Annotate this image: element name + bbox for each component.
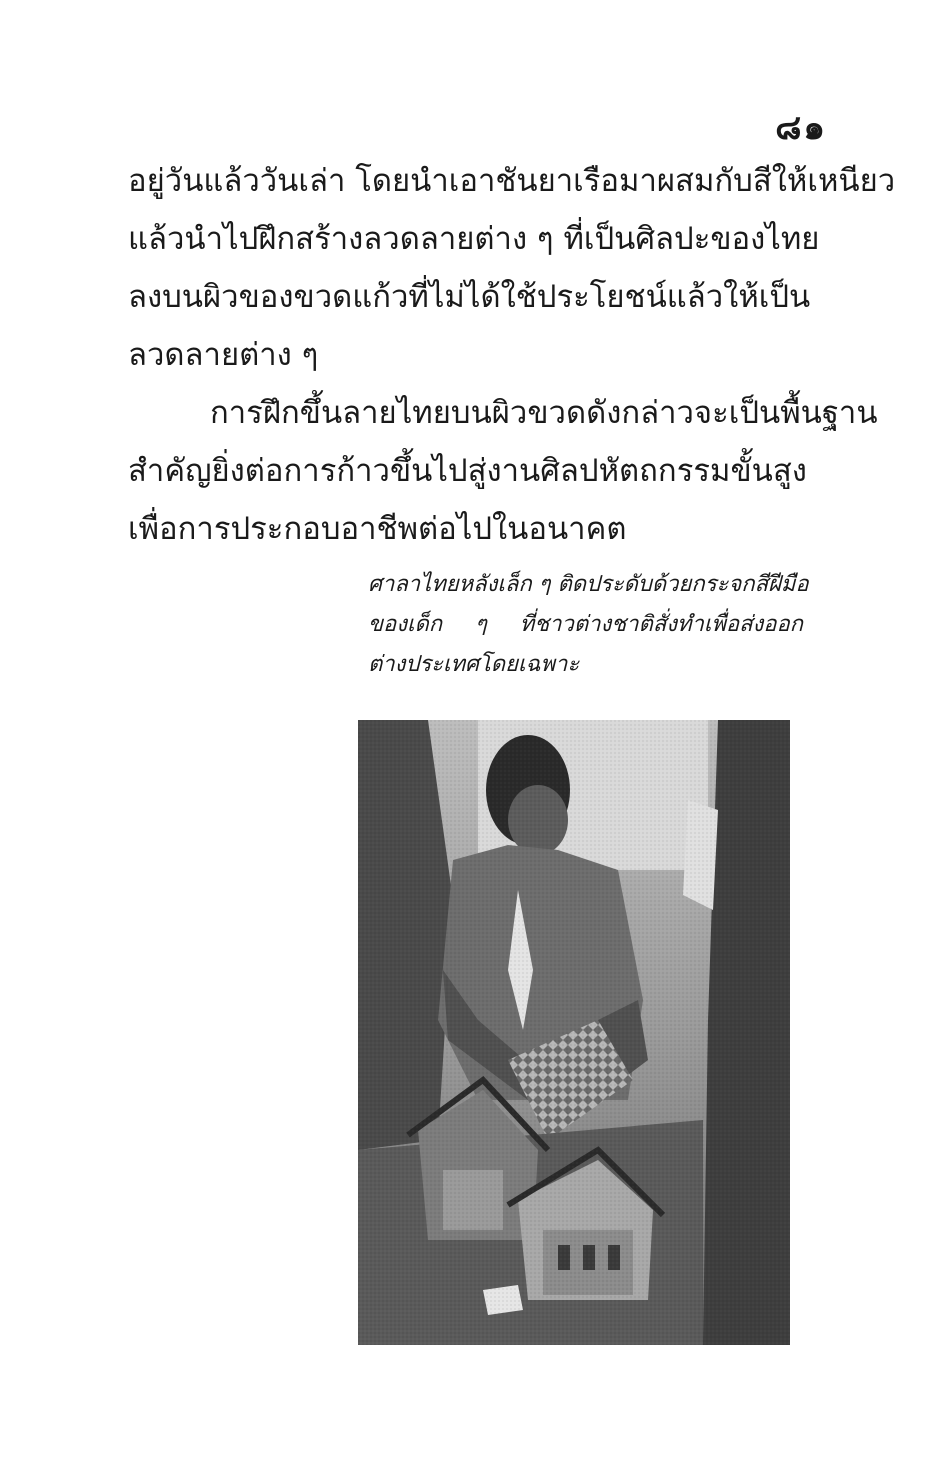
body-text — [128, 152, 896, 558]
caption-line: ต่างประเทศโดยเฉพาะ — [368, 652, 580, 677]
body-line: เพื่อการประกอบอาชีพต่อไปในอนาคต — [128, 511, 627, 547]
body-line: ลงบนผิวของขวดแก้วที่ไม่ได้ใช้ประโยชน์แล้วให้เป็น — [128, 279, 811, 315]
photo-boy-with-thai-pavilion — [358, 720, 790, 1345]
body-line: การฝึกขึ้นลายไทยบนผิวขวดดังกล่าวจะเป็นพื้นฐาน — [210, 395, 878, 431]
body-line: แล้วนำไปฝึกสร้างลวดลายต่าง ๆ ที่เป็นศิลปะของไทย — [128, 221, 820, 257]
caption-line: ศาลาไทยหลังเล็ก ๆ ติดประดับด้วยกระจกสีฝีมือ — [368, 572, 809, 597]
photo-caption — [368, 565, 809, 685]
page-number: ๘๑ — [775, 108, 827, 148]
caption-line: ของเด็ก ๆ ที่ชาวต่างชาติสั่งทำเพื่อส่งออก — [368, 612, 803, 637]
body-line: ลวดลายต่าง ๆ — [128, 337, 319, 373]
body-line: อยู่วันแล้ววันเล่า โดยนำเอาชันยาเรือมาผสมกับสีให้เหนียว — [128, 163, 896, 199]
body-line: สำคัญยิ่งต่อการก้าวขึ้นไปสู่งานศิลปหัตถกรรมขั้นสูง — [128, 453, 807, 489]
